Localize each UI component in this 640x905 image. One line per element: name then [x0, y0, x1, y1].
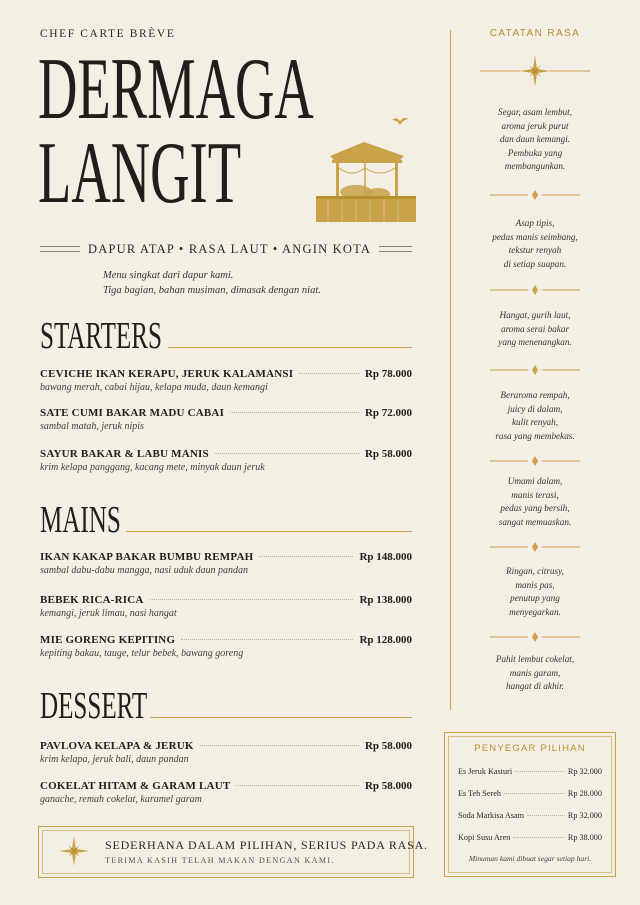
drink-item: [458, 789, 602, 798]
drink-name: Soda Markisa Asam: [458, 811, 524, 820]
note-line: Pahit lembut cokelat,: [495, 654, 575, 664]
drinks-title: PENYEGAR PILIHAN: [474, 743, 586, 754]
leader-dots: [236, 785, 359, 786]
note-line: penutup yang: [510, 593, 560, 603]
item-description: sambal matah, jeruk nipis: [40, 421, 144, 432]
drink-price: Rp 32.000: [567, 767, 602, 776]
intro-line-2: Tiga bagian, bahan musiman, dimasak dengan niat.: [103, 285, 321, 296]
intro-text: [103, 268, 403, 298]
note-line: Hangat, gurih laut,: [499, 310, 571, 320]
item-price: Rp 58.000: [364, 448, 412, 460]
note-line: hangat di akhir.: [506, 681, 564, 691]
restaurant-title: [38, 41, 314, 222]
section-heading-starters: [40, 316, 412, 356]
leader-dots: [181, 639, 353, 640]
menu-item: [40, 407, 412, 432]
drink-price: Rp 28.000: [567, 789, 602, 798]
note-line: membangunkan.: [504, 161, 566, 171]
leader-dots: [150, 599, 354, 600]
drink-name: Es Jeruk Kasturi: [458, 767, 513, 776]
rooftop-gazebo-illustration: [312, 112, 416, 224]
note-line: Umami dalam,: [507, 476, 563, 486]
menu-item: [40, 740, 412, 765]
item-name: MIE GORENG KEPITING: [40, 634, 176, 646]
leader-dots: [504, 793, 565, 794]
tasting-note: [470, 565, 600, 619]
item-description: kemangi, jeruk limau, nasi hangat: [40, 608, 177, 619]
note-line: manis pas,: [515, 579, 555, 590]
note-line: rasa yang membekas.: [495, 430, 575, 441]
item-price: Rp 138.000: [359, 594, 412, 606]
note-line: aroma jeruk purut: [501, 120, 569, 131]
leader-dots: [230, 412, 359, 413]
drink-item: [458, 767, 602, 776]
note-line: manis terasi,: [511, 489, 559, 500]
note-line: pedas manis seimbang,: [492, 231, 578, 242]
drink-item: [458, 811, 602, 820]
note-line: dan daun kemangi.: [499, 134, 571, 144]
item-price: Rp 58.000: [364, 780, 412, 792]
subtitle-rule-left: [40, 246, 80, 252]
item-name: SAYUR BAKAR & LABU MANIS: [40, 448, 209, 460]
section-rule: [168, 347, 412, 348]
notes-title: CATATAN RASA: [489, 28, 581, 39]
note-line: di setiap suapan.: [503, 258, 567, 269]
drink-price: Rp 38.000: [567, 833, 602, 842]
menu-item: [40, 448, 412, 473]
drink-name: Kopi Susu Aren: [458, 833, 511, 842]
tasting-note: [470, 309, 600, 350]
title-line-1: DERMAGA: [38, 41, 314, 138]
diamond-separator-icon: [490, 456, 580, 466]
note-line: aroma serai bakar: [500, 323, 570, 334]
note-line: tekstur renyah: [508, 245, 562, 255]
section-title: STARTERS: [40, 315, 162, 357]
tasting-note: [470, 653, 600, 694]
section-title: MAINS: [40, 499, 121, 541]
item-name: CEVICHE IKAN KERAPU, JERUK KALAMANSI: [40, 368, 294, 380]
diamond-separator-icon: [490, 542, 580, 552]
item-description: sambal dabu-dabu mangga, nasi uduk daun pandan: [40, 565, 249, 576]
item-description: bawang merah, cabai hijau, kelapa muda, daun kemangi: [40, 382, 268, 393]
subtitle-rule-right: [379, 246, 412, 252]
item-name: COKELAT HITAM & GARAM LAUT: [40, 780, 231, 792]
footer-tagline: SEDERHANA DALAM PILIHAN, SERIUS PADA RASA.: [105, 838, 428, 852]
note-line: Pembuka yang: [507, 147, 563, 158]
note-line: kulit renyah,: [511, 417, 559, 427]
note-line: menyegarkan.: [509, 606, 561, 617]
note-line: sangat memuaskan.: [498, 516, 572, 527]
note-line: yang menenangkan.: [498, 337, 572, 347]
menu-item: [40, 594, 412, 619]
drinks-inner-border: [448, 736, 612, 873]
subtitle-row: [40, 241, 412, 257]
diamond-separator-icon: [490, 190, 580, 200]
menu-item: [40, 368, 412, 393]
intro-line-1: Menu singkat dari dapur kami.: [103, 270, 234, 281]
section-rule: [126, 531, 412, 532]
leader-dots: [200, 745, 359, 746]
note-line: Asap tipis,: [515, 218, 555, 228]
drinks-note: Minuman kami dibuat segar setiap hari.: [468, 854, 592, 863]
item-price: Rp 78.000: [364, 368, 412, 380]
section-rule: [150, 717, 412, 718]
menu-item: [40, 551, 412, 576]
tasting-note: [470, 389, 600, 443]
leader-dots: [515, 771, 565, 772]
menu-item: [40, 780, 412, 805]
item-description: kepiting bakau, tauge, telur bebek, bawang goreng: [40, 648, 244, 659]
kicker-text: CHEF CARTE BRÈVE: [40, 28, 176, 40]
compass-star-icon: [59, 836, 89, 866]
leader-dots: [259, 556, 353, 557]
item-description: ganache, remah cokelat, karamel garam: [40, 794, 202, 805]
item-price: Rp 128.000: [359, 634, 412, 646]
leader-dots: [215, 453, 359, 454]
tasting-note: [470, 475, 600, 529]
note-line: Ringan, citrusy,: [506, 566, 564, 576]
item-description: krim kelapa panggang, kacang mete, minyak daun jeruk: [40, 462, 265, 473]
item-name: IKAN KAKAP BAKAR BUMBU REMPAH: [40, 551, 254, 563]
subtitle-text: DAPUR ATAP • RASA LAUT • ANGIN KOTA: [88, 241, 372, 256]
tasting-note: [470, 106, 600, 174]
menu-item: [40, 634, 412, 659]
drinks-box: [444, 732, 616, 877]
leader-dots: [299, 373, 359, 374]
item-name: BEBEK RICA-RICA: [40, 594, 144, 606]
leader-dots: [527, 815, 565, 816]
compass-star-icon: [480, 54, 590, 88]
footer-thanks: TERIMA KASIH TELAH MAKAN DENGAN KAMI.: [105, 856, 335, 865]
drink-name: Es Teh Sereh: [458, 789, 501, 798]
note-line: Beraroma rempah,: [500, 390, 570, 400]
leader-dots: [513, 837, 565, 838]
section-heading-mains: [40, 500, 412, 540]
diamond-separator-icon: [490, 285, 580, 295]
title-line-2: LANGIT: [38, 125, 242, 222]
diamond-separator-icon: [490, 632, 580, 642]
tasting-note: [470, 217, 600, 271]
item-price: Rp 72.000: [364, 407, 412, 419]
item-name: PAVLOVA KELAPA & JERUK: [40, 740, 194, 752]
drink-item: [458, 833, 602, 842]
section-title: DESSERT: [40, 685, 148, 727]
item-name: SATE CUMI BAKAR MADU CABAI: [40, 407, 225, 419]
note-line: manis garam,: [509, 667, 561, 678]
item-price: Rp 58.000: [364, 740, 412, 752]
diamond-separator-icon: [490, 365, 580, 375]
footer-box: [38, 826, 428, 878]
note-line: Segar, asam lembut,: [497, 107, 572, 117]
column-divider: [450, 30, 451, 710]
item-description: krim kelapa, jeruk bali, daun pandan: [40, 754, 189, 765]
note-line: juicy di dalam,: [507, 403, 563, 414]
section-heading-dessert: [40, 686, 412, 726]
drink-price: Rp 32.000: [567, 811, 602, 820]
note-line: pedas yang bersih,: [500, 503, 570, 513]
item-price: Rp 148.000: [359, 551, 412, 563]
